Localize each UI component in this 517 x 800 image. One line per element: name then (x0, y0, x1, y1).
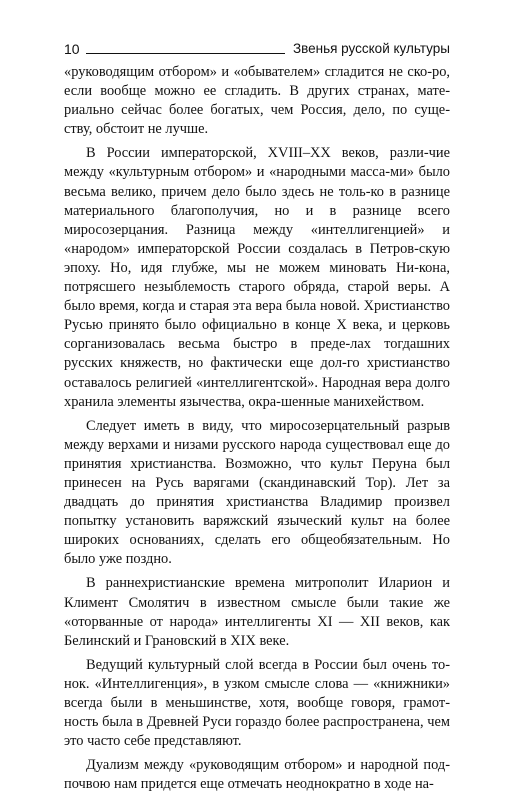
paragraph: Дуализм между «руководящим отбором» и народной под-почвою нам придется еще отмечать неоднократно в ходе на- (64, 757, 450, 793)
running-header (64, 37, 450, 57)
paragraph-continuation: «руководящим отбором» и «обывателем» сгладится не ско-ро, если вообще можно ее сгладить. В других странах, мате-риально сейчас более богатых, чем Россия, дело, по суще-ству, обстоит не лучше. (64, 64, 450, 138)
header-rule (86, 53, 285, 54)
running-title: Звенья русской культуры (292, 41, 450, 56)
paragraph: Ведущий культурный слой всегда в России был очень то-нок. «Интеллигенция», в узком смысле слова — «книжники» всегда были в меньшинстве, хотя, вообще говоря, грамот-ность была в Древней Руси гораздо более распространена, чем это часто себе представляют. (64, 656, 450, 750)
body-text (64, 63, 450, 794)
paragraph: В раннехристианские времена митрополит Иларион и Климент Смолятич в известном смысле были такие же «оторванные от народа» интеллигенты XI — XII веков, как Белинский и Грановский в XIX веке. (64, 575, 450, 649)
paragraph: В России императорской, XVIII–XX веков, разли-чие между «культурным отбором» и «народными масса-ми» было весьма велико, причем дело было здесь не толь-ко в разнице материального благополучия, но и в разнице всего миросозерцания. Разница между «интеллигенцией» и «народом» императорской России создалась в Петров-скую эпоху. Но, идя глубже, мы не можем миновать Ни-кона, потрясшего незыблемость старого обряда, старой веры. А было время, когда и старая эта вера была новой. Христианство Русью принято было официально в конце X века, и церковь сорганизовалась весьма быстро в преде-лах тогдашних русских княжеств, но фактически еще дол-го христианство оставалось религией «интеллигентской». Народная вера долго хранила элементы язычества, окра-шенные манихейством. (64, 145, 450, 410)
page-number: 10 (64, 41, 80, 57)
paragraph: Следует иметь в виду, что миросозерцательный разрыв между верхами и низами русского народа существовал еще до принятия христианства. Возможно, что культ Перуна был принесен на Русь варягами (скандинавский Тор). Лет за двадцать до принятия христианства Владимир произвел попытку установить варяжский языческий культ на более широких основаниях, сделать его общеобязательным. Но было уже поздно. (64, 417, 450, 568)
